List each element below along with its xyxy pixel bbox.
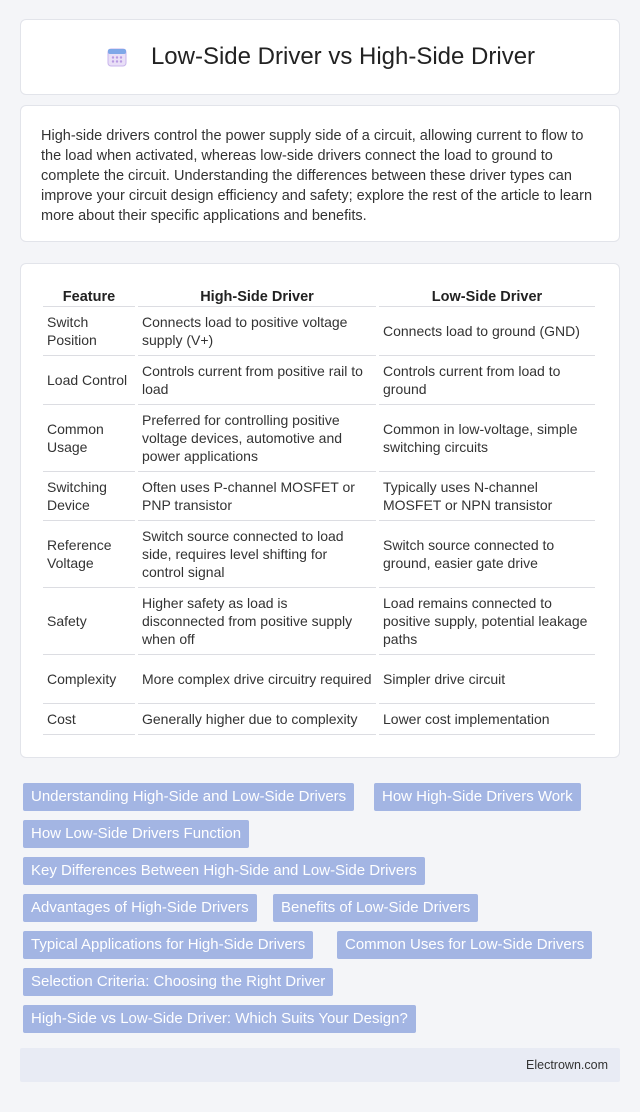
cell-low-side: Connects load to ground (GND)	[379, 307, 595, 356]
topic-link[interactable]: Understanding High-Side and Low-Side Drivers	[23, 783, 354, 811]
cell-high-side: Switch source connected to load side, requires level shifting for control signal	[138, 521, 376, 588]
comparison-table-card	[20, 263, 620, 758]
header-high-side: High-Side Driver	[138, 284, 376, 307]
cell-feature: Common Usage	[43, 405, 135, 472]
cell-feature: Load Control	[43, 356, 135, 405]
topic-link[interactable]: Key Differences Between High-Side and Low-Side Drivers	[23, 857, 425, 885]
header-low-side: Low-Side Driver	[379, 284, 595, 307]
table-row	[43, 307, 595, 356]
cell-low-side: Lower cost implementation	[379, 704, 595, 735]
footer	[20, 1048, 620, 1082]
intro-card	[20, 105, 620, 242]
topic-link[interactable]: How High-Side Drivers Work	[374, 783, 581, 811]
cell-low-side: Load remains connected to positive supply, potential leakage paths	[379, 588, 595, 655]
page-title: Low-Side Driver vs High-Side Driver	[150, 43, 536, 70]
cell-high-side: Controls current from positive rail to load	[138, 356, 376, 405]
cell-feature: Reference Voltage	[43, 521, 135, 588]
table-row	[43, 521, 595, 588]
cell-high-side: Connects load to positive voltage supply (V+)	[138, 307, 376, 356]
comparison-table	[40, 284, 598, 735]
topic-link[interactable]: High-Side vs Low-Side Driver: Which Suits Your Design?	[23, 1005, 416, 1033]
topic-link[interactable]: Advantages of High-Side Drivers	[23, 894, 257, 922]
cell-feature: Safety	[43, 588, 135, 655]
calendar-icon	[105, 45, 129, 69]
cell-feature: Complexity	[43, 655, 135, 704]
cell-feature: Switching Device	[43, 472, 135, 521]
topic-link[interactable]: Typical Applications for High-Side Drivers	[23, 931, 313, 959]
cell-high-side: Generally higher due to complexity	[138, 704, 376, 735]
table-header-row	[43, 284, 595, 307]
cell-low-side: Simpler drive circuit	[379, 655, 595, 704]
topic-link[interactable]: Common Uses for Low-Side Drivers	[337, 931, 592, 959]
cell-low-side: Switch source connected to ground, easier gate drive	[379, 521, 595, 588]
cell-high-side: Higher safety as load is disconnected from positive supply when off	[138, 588, 376, 655]
topic-link[interactable]: Benefits of Low-Side Drivers	[273, 894, 478, 922]
cell-low-side: Controls current from load to ground	[379, 356, 595, 405]
table-row	[43, 588, 595, 655]
header-feature: Feature	[43, 284, 135, 307]
topic-link[interactable]: How Low-Side Drivers Function	[23, 820, 249, 848]
title-card	[20, 19, 620, 95]
footer-site-name: Electrown.com	[526, 1058, 608, 1072]
cell-high-side: Often uses P-channel MOSFET or PNP transistor	[138, 472, 376, 521]
cell-feature: Cost	[43, 704, 135, 735]
table-row	[43, 472, 595, 521]
cell-high-side: Preferred for controlling positive voltage devices, automotive and power applications	[138, 405, 376, 472]
table-row	[43, 655, 595, 704]
cell-feature: Switch Position	[43, 307, 135, 356]
cell-high-side: More complex drive circuitry required	[138, 655, 376, 704]
table-row	[43, 704, 595, 735]
topic-link[interactable]: Selection Criteria: Choosing the Right Driver	[23, 968, 333, 996]
table-row	[43, 356, 595, 405]
cell-low-side: Typically uses N-channel MOSFET or NPN transistor	[379, 472, 595, 521]
intro-text: High-side drivers control the power supply side of a circuit, allowing current to flow to the load when activated, whereas low-side drivers connect the load to ground to complete the circuit. Understanding the differences between these driver types can improve your circuit design efficiency and safety; explore the rest of the article to learn more about their specific applications and benefits.	[41, 128, 593, 224]
table-row	[43, 405, 595, 472]
cell-low-side: Common in low-voltage, simple switching circuits	[379, 405, 595, 472]
